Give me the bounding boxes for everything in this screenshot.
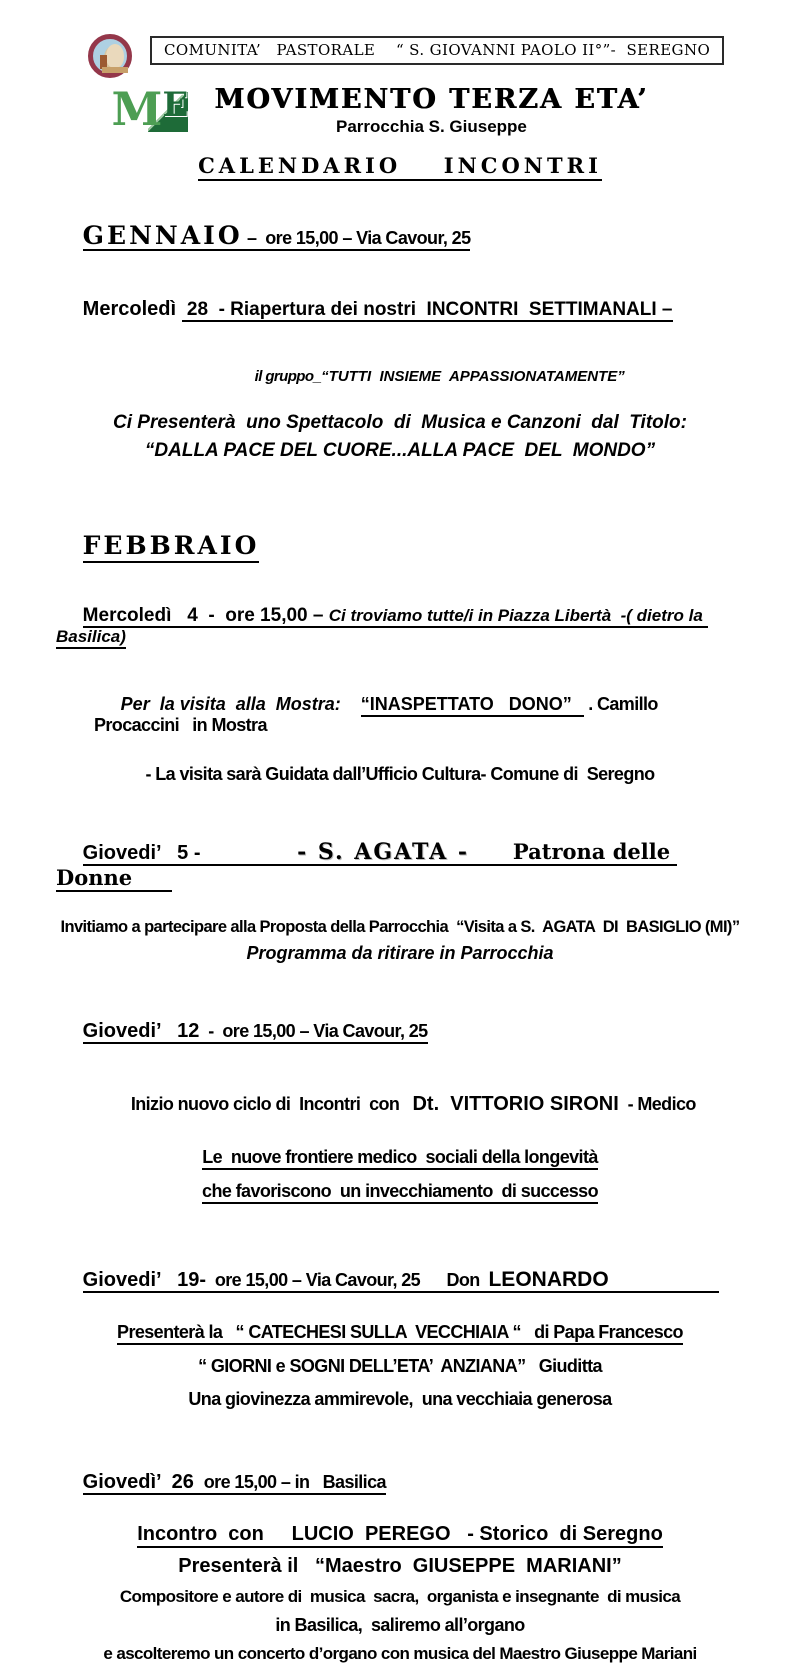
header (88, 34, 744, 78)
patrona-title: Patrona delle Donne (56, 839, 678, 891)
event-feb-5-invite: Invitiamo a partecipare alla Proposta della Parrocchia “Visita a S. AGATA DI BASIGLIO (MI)” (60, 917, 740, 936)
event-feb-12-desc (56, 1074, 744, 1135)
agata-title: - S. AGATA - (200, 839, 470, 866)
seal-base (102, 67, 128, 73)
event-day: Mercoledì 4 - ore 15,00 – (82, 604, 329, 626)
community-banner-text: COMUNITA’ PASTORALE “ S. GIOVANNI PAOLO II°”- SEREGNO (164, 41, 711, 59)
event-feb-19-desc: Presenterà la “ CATECHESI SULLA VECCHIAIA “ di Papa Francesco (56, 1322, 744, 1344)
event-feb-12-header (56, 1001, 744, 1062)
group-name: “TUTTI INSIEME APPASSIONATAMENTE” (321, 367, 625, 385)
event-feb-26-concert: e ascolteremo un concerto d’organo con musica del Maestro Giuseppe Mariani (103, 1643, 697, 1663)
gennaio-time-place: – ore 15,00 – Via Cavour, 25 (242, 228, 471, 249)
event-place: ore 15,00 – in Basilica (199, 1471, 386, 1492)
event-place: Ci troviamo tutte/i in Piazza Libertà -( dietro la Basilica) (56, 605, 708, 646)
section-febbraio-header (56, 512, 744, 579)
month-gennaio: GENNAIO (82, 221, 243, 251)
event-feb-26-guest: Incontro con LUCIO PEREGO - Storico di Seregno (56, 1523, 744, 1547)
group-label: il gruppo_ (254, 367, 322, 385)
exhibit-artist: . Camillo Procaccini in Mostra (94, 693, 663, 736)
section-gennaio-header (56, 202, 744, 269)
calendar-title: CALENDARIO INCONTRI (198, 153, 602, 181)
event-day: Giovedi’ 5 - (82, 842, 201, 865)
doctor-role: - Medico (618, 1093, 696, 1114)
event-feb-5-header (56, 821, 744, 910)
event-day: Giovedi’ 12 (82, 1019, 200, 1042)
event-place: ore 15,00 – Via Cavour, 25 (206, 1269, 421, 1290)
don-label: Don (420, 1269, 489, 1290)
month-febbraio: FEBBRAIO (83, 531, 260, 563)
page-title: MOVIMENTO TERZA ETA’ (214, 84, 649, 115)
parish-seal-icon (88, 34, 132, 78)
event-place: - ore 15,00 – Via Cavour, 25 (199, 1020, 428, 1041)
event-feb-19-header (56, 1249, 744, 1312)
event-feb-26-presents: Presenterà il “Maestro GIUSEPPE MARIANI” (178, 1554, 622, 1577)
event-feb-5-program: Programma da ritirare in Parrocchia (246, 943, 554, 964)
seal-figure (106, 44, 124, 68)
event-feb-4-header (56, 586, 744, 667)
cycle-intro: Inizio nuovo ciclo di Incontri con (130, 1093, 413, 1114)
visit-label: Per la visita alla Mostra: (120, 693, 361, 714)
community-banner (150, 36, 724, 65)
event-feb-19-title: “ GIORNI e SOGNI DELL’ETA’ ANZIANA” Giuditta (198, 1355, 602, 1376)
exhibit-title: “INASPETTATO DONO” (360, 693, 572, 714)
event-day: Giovedì’ 26 (82, 1470, 200, 1493)
event-feb-19-subtitle: Una giovinezza ammirevole, una vecchiaia generosa (188, 1388, 612, 1409)
event-feb-4-visit (94, 675, 744, 757)
title-row (56, 82, 704, 137)
mte-logo-icon (111, 82, 189, 136)
event-head: 28 - Riapertura dei nostri INCONTRI SETTIMANALI – (181, 299, 673, 321)
event-gen-28-desc: Ci Presenterà uno Spettacolo di Musica e Canzoni dal Titolo: (113, 411, 687, 433)
event-gen-28-title: “DALLA PACE DEL CUORE...ALLA PACE DEL MONDO” (144, 439, 656, 461)
event-feb-26-header (56, 1452, 744, 1513)
event-gen-28-group (228, 349, 744, 406)
mte-logo-letter-e: E (162, 85, 189, 125)
event-feb-4-guide: - La visita sarà Guidata dall’Ufficio Cultura- Comune di Seregno (145, 764, 655, 785)
event-gen-28-header (56, 280, 744, 341)
subtitle: Parrocchia S. Giuseppe (336, 117, 527, 137)
event-feb-12-topic1: Le nuove frontiere medico sociali della longevità (56, 1147, 744, 1169)
don-name: LEONARDO (488, 1267, 609, 1291)
mte-logo-letter-m: M (111, 82, 163, 136)
event-feb-26-bio: Compositore e autore di musica sacra, organista e insegnante di musica (119, 1586, 681, 1606)
event-feb-26-organ: in Basilica, saliremo all’organo (275, 1614, 525, 1635)
event-feb-12-topic2: che favoriscono un invecchiamento di successo (56, 1181, 744, 1203)
doctor-name: Dt. VITTORIO SIRONI (412, 1092, 619, 1115)
event-day: Giovedi’ 19- (82, 1268, 207, 1291)
event-day: Mercoledì (82, 298, 182, 321)
